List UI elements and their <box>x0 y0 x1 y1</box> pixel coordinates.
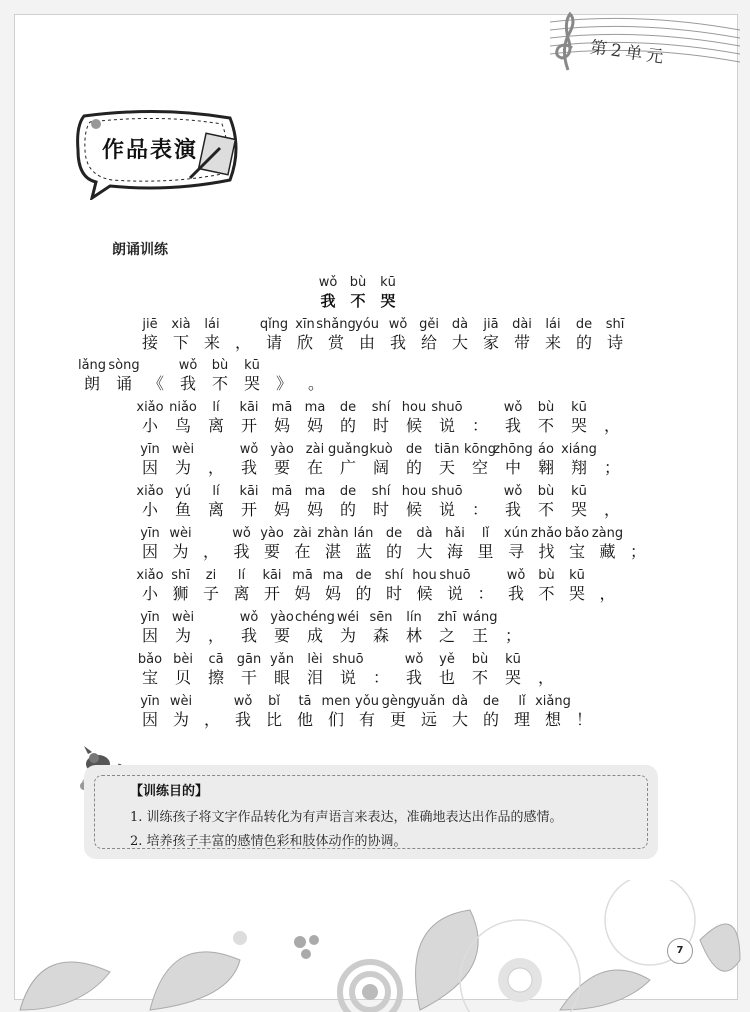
hanzi: 鱼 <box>174 500 191 519</box>
pinyin: shuō <box>431 484 463 499</box>
hanzi: 大 <box>416 542 433 561</box>
pinyin: shuō <box>439 568 471 583</box>
hanzi: 理 <box>513 710 530 729</box>
hanzi: 森 <box>372 626 389 645</box>
pinyin: wèi <box>169 526 192 541</box>
pinyin: zhī <box>437 610 457 625</box>
unit-label: 第2单元 <box>588 37 669 69</box>
hanzi: 不 <box>537 416 554 435</box>
hanzi: 们 <box>327 710 344 729</box>
pinyin: yú <box>175 484 191 499</box>
hanzi: 开 <box>240 500 257 519</box>
hanzi: 的 <box>339 416 356 435</box>
hanzi: 时 <box>372 416 389 435</box>
hanzi: 林 <box>405 626 422 645</box>
hanzi: 鸟 <box>174 416 191 435</box>
hanzi: 赏 <box>327 333 344 352</box>
char-unit <box>588 568 628 604</box>
pinyin: xiǎo <box>136 400 164 415</box>
hanzi: 为 <box>339 626 356 645</box>
hanzi: 说 <box>438 500 455 519</box>
subsection-title: 朗诵训练 <box>112 242 168 258</box>
hanzi: 哭 <box>504 668 521 687</box>
pinyin: de <box>339 484 357 499</box>
hanzi: 贝 <box>174 668 191 687</box>
hanzi: 藏 <box>599 542 616 561</box>
pinyin: bù <box>538 568 555 583</box>
pinyin: dà <box>451 317 469 332</box>
pinyin: bù <box>211 358 229 373</box>
hanzi: 我 <box>233 542 250 561</box>
pinyin: áo <box>538 442 554 457</box>
footer-decoration <box>0 880 750 1012</box>
pinyin: bù <box>537 400 555 415</box>
training-goal-heading: 【训练目的】 <box>130 784 209 799</box>
pinyin: xīn <box>295 317 315 332</box>
hanzi: 开 <box>263 584 280 603</box>
pinyin: kōng <box>464 442 496 457</box>
pinyin: wǒ <box>178 358 198 373</box>
hanzi: 也 <box>438 668 455 687</box>
hanzi: 寻 <box>507 542 524 561</box>
pinyin: zàng <box>591 526 624 541</box>
pinyin: shī <box>171 568 190 583</box>
hanzi: 小 <box>141 416 158 435</box>
pinyin: lín <box>406 610 422 625</box>
hanzi: 我 <box>234 710 251 729</box>
pinyin: dà <box>451 694 469 709</box>
hanzi: 小 <box>141 500 158 519</box>
hanzi: 哭 <box>570 500 587 519</box>
hanzi: 因 <box>141 626 158 645</box>
hanzi: 我 <box>240 458 257 477</box>
hanzi: 下 <box>172 333 189 352</box>
pinyin: lèi <box>307 652 323 667</box>
hanzi: 说 <box>446 584 463 603</box>
pinyin: qǐng <box>259 317 289 332</box>
pinyin: xiáng <box>561 442 597 457</box>
pinyin: wǒ <box>233 694 253 709</box>
hanzi: 请 <box>265 333 282 352</box>
pinyin <box>588 568 628 584</box>
hanzi: 海 <box>446 542 463 561</box>
pinyin: xiǎng <box>535 694 571 709</box>
pinyin: sòng <box>108 358 140 373</box>
pinyin: bǎo <box>137 652 163 667</box>
char-unit <box>368 275 408 311</box>
pinyin: de <box>339 400 357 415</box>
pinyin: shī <box>605 317 625 332</box>
pinyin: lǎng <box>77 358 107 373</box>
pinyin: wǒ <box>503 484 523 499</box>
hanzi: ， <box>537 668 554 687</box>
pinyin: kū <box>244 358 260 373</box>
pinyin: wǒ <box>404 652 424 667</box>
pinyin: wǒ <box>318 275 338 290</box>
hanzi: 因 <box>141 710 158 729</box>
char-unit <box>592 484 632 520</box>
pinyin: wǒ <box>506 568 526 583</box>
pinyin: bǐ <box>268 694 280 709</box>
hanzi: 里 <box>477 542 494 561</box>
hanzi: 泪 <box>306 668 323 687</box>
hanzi: 想 <box>544 710 561 729</box>
pinyin: kū <box>571 400 587 415</box>
pinyin: wèi <box>169 694 193 709</box>
pinyin: hou <box>412 568 437 583</box>
pinyin: kāi <box>239 400 259 415</box>
pinyin: de <box>482 694 500 709</box>
pinyin: ma <box>304 484 326 499</box>
pinyin: bù <box>349 275 367 290</box>
hanzi: 宝 <box>568 542 585 561</box>
hanzi: 离 <box>207 416 224 435</box>
pinyin: hǎi <box>445 526 465 541</box>
pinyin <box>564 694 604 710</box>
hanzi: 》 <box>275 374 292 393</box>
pinyin: zài <box>305 442 325 457</box>
pinyin: xún <box>503 526 529 541</box>
pinyin <box>592 442 632 458</box>
pinyin: wǒ <box>232 526 251 541</box>
hanzi: 翔 <box>570 458 587 477</box>
hanzi: 《 <box>147 374 164 393</box>
hanzi: 阔 <box>372 458 389 477</box>
char-unit <box>592 400 632 436</box>
pinyin: wǒ <box>503 400 523 415</box>
hanzi: 不 <box>537 500 554 519</box>
hanzi: 我 <box>504 416 521 435</box>
pinyin: gān <box>236 652 262 667</box>
hanzi: 的 <box>385 542 402 561</box>
hanzi: 我 <box>405 668 422 687</box>
hanzi: 候 <box>405 500 422 519</box>
hanzi: ； <box>629 542 646 561</box>
pinyin: zhōng <box>493 442 533 457</box>
hanzi: ， <box>603 416 620 435</box>
hanzi: 开 <box>240 416 257 435</box>
pinyin: dài <box>512 317 532 332</box>
pinyin: chéng <box>295 610 335 625</box>
hanzi: 子 <box>202 584 219 603</box>
page-number: 7 <box>667 938 693 964</box>
pinyin: gěi <box>419 317 439 332</box>
pinyin: shǎng <box>316 317 356 332</box>
pinyin: mā <box>271 484 293 499</box>
hanzi: ： <box>471 500 488 519</box>
hanzi: ， <box>202 542 219 561</box>
hanzi: 小 <box>141 584 158 603</box>
pinyin: kū <box>380 275 396 290</box>
pinyin: bù <box>471 652 489 667</box>
hanzi: 找 <box>538 542 555 561</box>
hanzi: ； <box>504 626 521 645</box>
pinyin: wǒ <box>388 317 408 332</box>
hanzi: 候 <box>405 416 422 435</box>
pinyin: wáng <box>462 610 498 625</box>
hanzi: 妈 <box>273 500 290 519</box>
pinyin: kū <box>569 568 585 583</box>
hanzi: ： <box>471 416 488 435</box>
hanzi: 因 <box>141 458 158 477</box>
hanzi: 给 <box>420 333 437 352</box>
hanzi: 说 <box>339 668 356 687</box>
pinyin: xià <box>171 317 191 332</box>
pinyin: shuō <box>332 652 364 667</box>
pinyin: yǒu <box>355 694 379 709</box>
hanzi: 我 <box>240 626 257 645</box>
hanzi: 眼 <box>273 668 290 687</box>
pinyin: shí <box>371 400 391 415</box>
hanzi: 天 <box>438 458 455 477</box>
pinyin: zhàn <box>317 526 349 541</box>
pinyin <box>493 610 533 626</box>
char-unit <box>296 358 336 394</box>
hanzi: 远 <box>420 710 437 729</box>
pinyin: de <box>355 568 372 583</box>
pinyin: yào <box>270 442 294 457</box>
pinyin: yào <box>270 610 294 625</box>
pinyin: hou <box>401 484 427 499</box>
hanzi: 我 <box>507 584 524 603</box>
pinyin: ma <box>322 568 344 583</box>
hanzi: 要 <box>273 626 290 645</box>
hanzi: 候 <box>416 584 433 603</box>
hanzi: 的 <box>339 500 356 519</box>
pinyin <box>618 526 658 542</box>
pinyin: tiān <box>434 442 460 457</box>
char-unit <box>526 652 566 688</box>
hanzi: 我 <box>389 333 406 352</box>
pinyin: dà <box>416 526 433 541</box>
pinyin: tā <box>298 694 312 709</box>
hanzi: 要 <box>273 458 290 477</box>
hanzi: 妈 <box>294 584 311 603</box>
hanzi: 时 <box>385 584 402 603</box>
hanzi: 由 <box>358 333 375 352</box>
pinyin: kuò <box>369 442 393 457</box>
pinyin: lí <box>237 568 246 583</box>
pinyin <box>592 400 632 416</box>
hanzi: 不 <box>538 584 555 603</box>
pinyin: mā <box>271 400 293 415</box>
pinyin: yǎn <box>270 652 294 667</box>
hanzi: 说 <box>438 416 455 435</box>
hanzi: 我 <box>504 500 521 519</box>
pinyin: lí <box>212 484 220 499</box>
pinyin <box>526 652 566 668</box>
pinyin: jiē <box>142 317 158 332</box>
pinyin: kū <box>571 484 587 499</box>
hanzi: 空 <box>471 458 488 477</box>
hanzi: 狮 <box>172 584 189 603</box>
pinyin: shí <box>371 484 391 499</box>
pinyin: wèi <box>171 442 195 457</box>
hanzi: 来 <box>203 333 220 352</box>
hanzi: 的 <box>575 333 592 352</box>
pinyin: bù <box>537 484 555 499</box>
hanzi: 妈 <box>273 416 290 435</box>
pinyin: ma <box>304 400 326 415</box>
pinyin <box>592 484 632 500</box>
pinyin: lí <box>212 400 220 415</box>
hanzi: 离 <box>233 584 250 603</box>
hanzi: 我 <box>179 374 196 393</box>
pinyin: yīn <box>140 610 160 625</box>
hanzi: 王 <box>471 626 488 645</box>
char-unit <box>595 317 635 353</box>
hanzi: 妈 <box>324 584 341 603</box>
pinyin: gèng <box>381 694 415 709</box>
hanzi: 欣 <box>296 333 313 352</box>
pinyin: yóu <box>355 317 379 332</box>
hanzi: ； <box>603 458 620 477</box>
hanzi: 不 <box>471 668 488 687</box>
hanzi: 大 <box>451 710 468 729</box>
hanzi: 翱 <box>537 458 554 477</box>
pinyin: yào <box>260 526 284 541</box>
pinyin: de <box>405 442 423 457</box>
char-unit <box>564 694 604 730</box>
pinyin: zhǎo <box>531 526 562 541</box>
pinyin: men <box>321 694 351 709</box>
hanzi: 不 <box>211 374 228 393</box>
hanzi: 有 <box>358 710 375 729</box>
pinyin: guǎng <box>328 442 369 457</box>
hanzi: 他 <box>296 710 313 729</box>
hanzi: 哭 <box>380 292 396 310</box>
training-goal-item-1: 1. 训练孩子将文字作品转化为有声语言来表达，准确地表达出作品的感情。 <box>130 810 563 825</box>
hanzi: 比 <box>265 710 282 729</box>
hanzi: 在 <box>306 458 323 477</box>
char-unit <box>493 610 533 646</box>
hanzi: ： <box>372 668 389 687</box>
hanzi: 的 <box>482 710 499 729</box>
hanzi: 大 <box>451 333 468 352</box>
hanzi: 蓝 <box>355 542 372 561</box>
hanzi: 不 <box>350 292 366 310</box>
pinyin: bǎo <box>564 526 590 541</box>
hanzi: 在 <box>294 542 311 561</box>
hanzi: 干 <box>240 668 257 687</box>
pinyin: jiā <box>483 317 499 332</box>
pinyin: yīn <box>140 694 160 709</box>
hanzi: 哭 <box>570 416 587 435</box>
pinyin: lán <box>353 526 374 541</box>
pinyin: wǒ <box>239 610 259 625</box>
pinyin: zài <box>293 526 312 541</box>
hanzi: ！ <box>575 710 592 729</box>
pinyin: xiǎo <box>136 484 164 499</box>
pinyin: wéi <box>336 610 360 625</box>
pinyin: xiǎo <box>136 568 164 583</box>
hanzi: 湛 <box>324 542 341 561</box>
pinyin: lái <box>204 317 220 332</box>
hanzi: 更 <box>389 710 406 729</box>
hanzi: 带 <box>513 333 530 352</box>
pinyin: lái <box>545 317 561 332</box>
pinyin: cā <box>208 652 224 667</box>
pinyin: de <box>385 526 403 541</box>
hanzi: 宝 <box>141 668 158 687</box>
pinyin: niǎo <box>169 400 197 415</box>
hanzi: ， <box>234 333 251 352</box>
hanzi: 为 <box>172 542 189 561</box>
hanzi: 哭 <box>243 374 260 393</box>
pinyin: lǐ <box>481 526 490 541</box>
pinyin: kāi <box>262 568 282 583</box>
pinyin: sēn <box>369 610 393 625</box>
hanzi: 妈 <box>306 500 323 519</box>
hanzi: 的 <box>405 458 422 477</box>
hanzi: 广 <box>339 458 356 477</box>
pinyin <box>296 358 336 374</box>
hanzi: 时 <box>372 500 389 519</box>
hanzi: 成 <box>306 626 323 645</box>
pinyin: hou <box>401 400 427 415</box>
pinyin: mā <box>292 568 313 583</box>
pinyin: kāi <box>239 484 259 499</box>
hanzi: 为 <box>174 626 191 645</box>
pinyin: kū <box>505 652 521 667</box>
training-goal-item-2: 2. 培养孩子丰富的感情色彩和肢体动作的协调。 <box>130 834 407 849</box>
pinyin: wèi <box>171 610 195 625</box>
hanzi: 妈 <box>306 416 323 435</box>
char-unit <box>618 526 658 562</box>
pinyin: zi <box>205 568 217 583</box>
pinyin: yě <box>439 652 455 667</box>
hanzi: 。 <box>307 374 324 393</box>
pinyin: lǐ <box>518 694 526 709</box>
hanzi: ， <box>207 458 224 477</box>
hanzi: ： <box>477 584 494 603</box>
section-title: 作品表演 <box>102 138 199 163</box>
hanzi: 离 <box>207 500 224 519</box>
hanzi: ， <box>203 710 220 729</box>
hanzi: ， <box>207 626 224 645</box>
hanzi: 为 <box>172 710 189 729</box>
pinyin: yuǎn <box>412 694 446 709</box>
pinyin: wǒ <box>239 442 259 457</box>
pinyin: de <box>575 317 593 332</box>
pinyin: bèi <box>173 652 193 667</box>
hanzi: ， <box>599 584 616 603</box>
hanzi: 因 <box>141 542 158 561</box>
hanzi: 之 <box>438 626 455 645</box>
hanzi: 来 <box>544 333 561 352</box>
hanzi: 哭 <box>568 584 585 603</box>
hanzi: ， <box>603 500 620 519</box>
pinyin: yīn <box>140 442 160 457</box>
pinyin: shuō <box>431 400 463 415</box>
hanzi: 中 <box>504 458 521 477</box>
hanzi: 要 <box>263 542 280 561</box>
hanzi: 朗 <box>83 374 100 393</box>
pinyin: yīn <box>140 526 160 541</box>
hanzi: 接 <box>141 333 158 352</box>
hanzi: 的 <box>355 584 372 603</box>
hanzi: 我 <box>320 292 336 310</box>
hanzi: 为 <box>174 458 191 477</box>
pinyin: shí <box>384 568 404 583</box>
hanzi: 擦 <box>207 668 224 687</box>
hanzi: 家 <box>482 333 499 352</box>
hanzi: 诵 <box>115 374 132 393</box>
char-unit <box>592 442 632 478</box>
hanzi: 诗 <box>606 333 623 352</box>
